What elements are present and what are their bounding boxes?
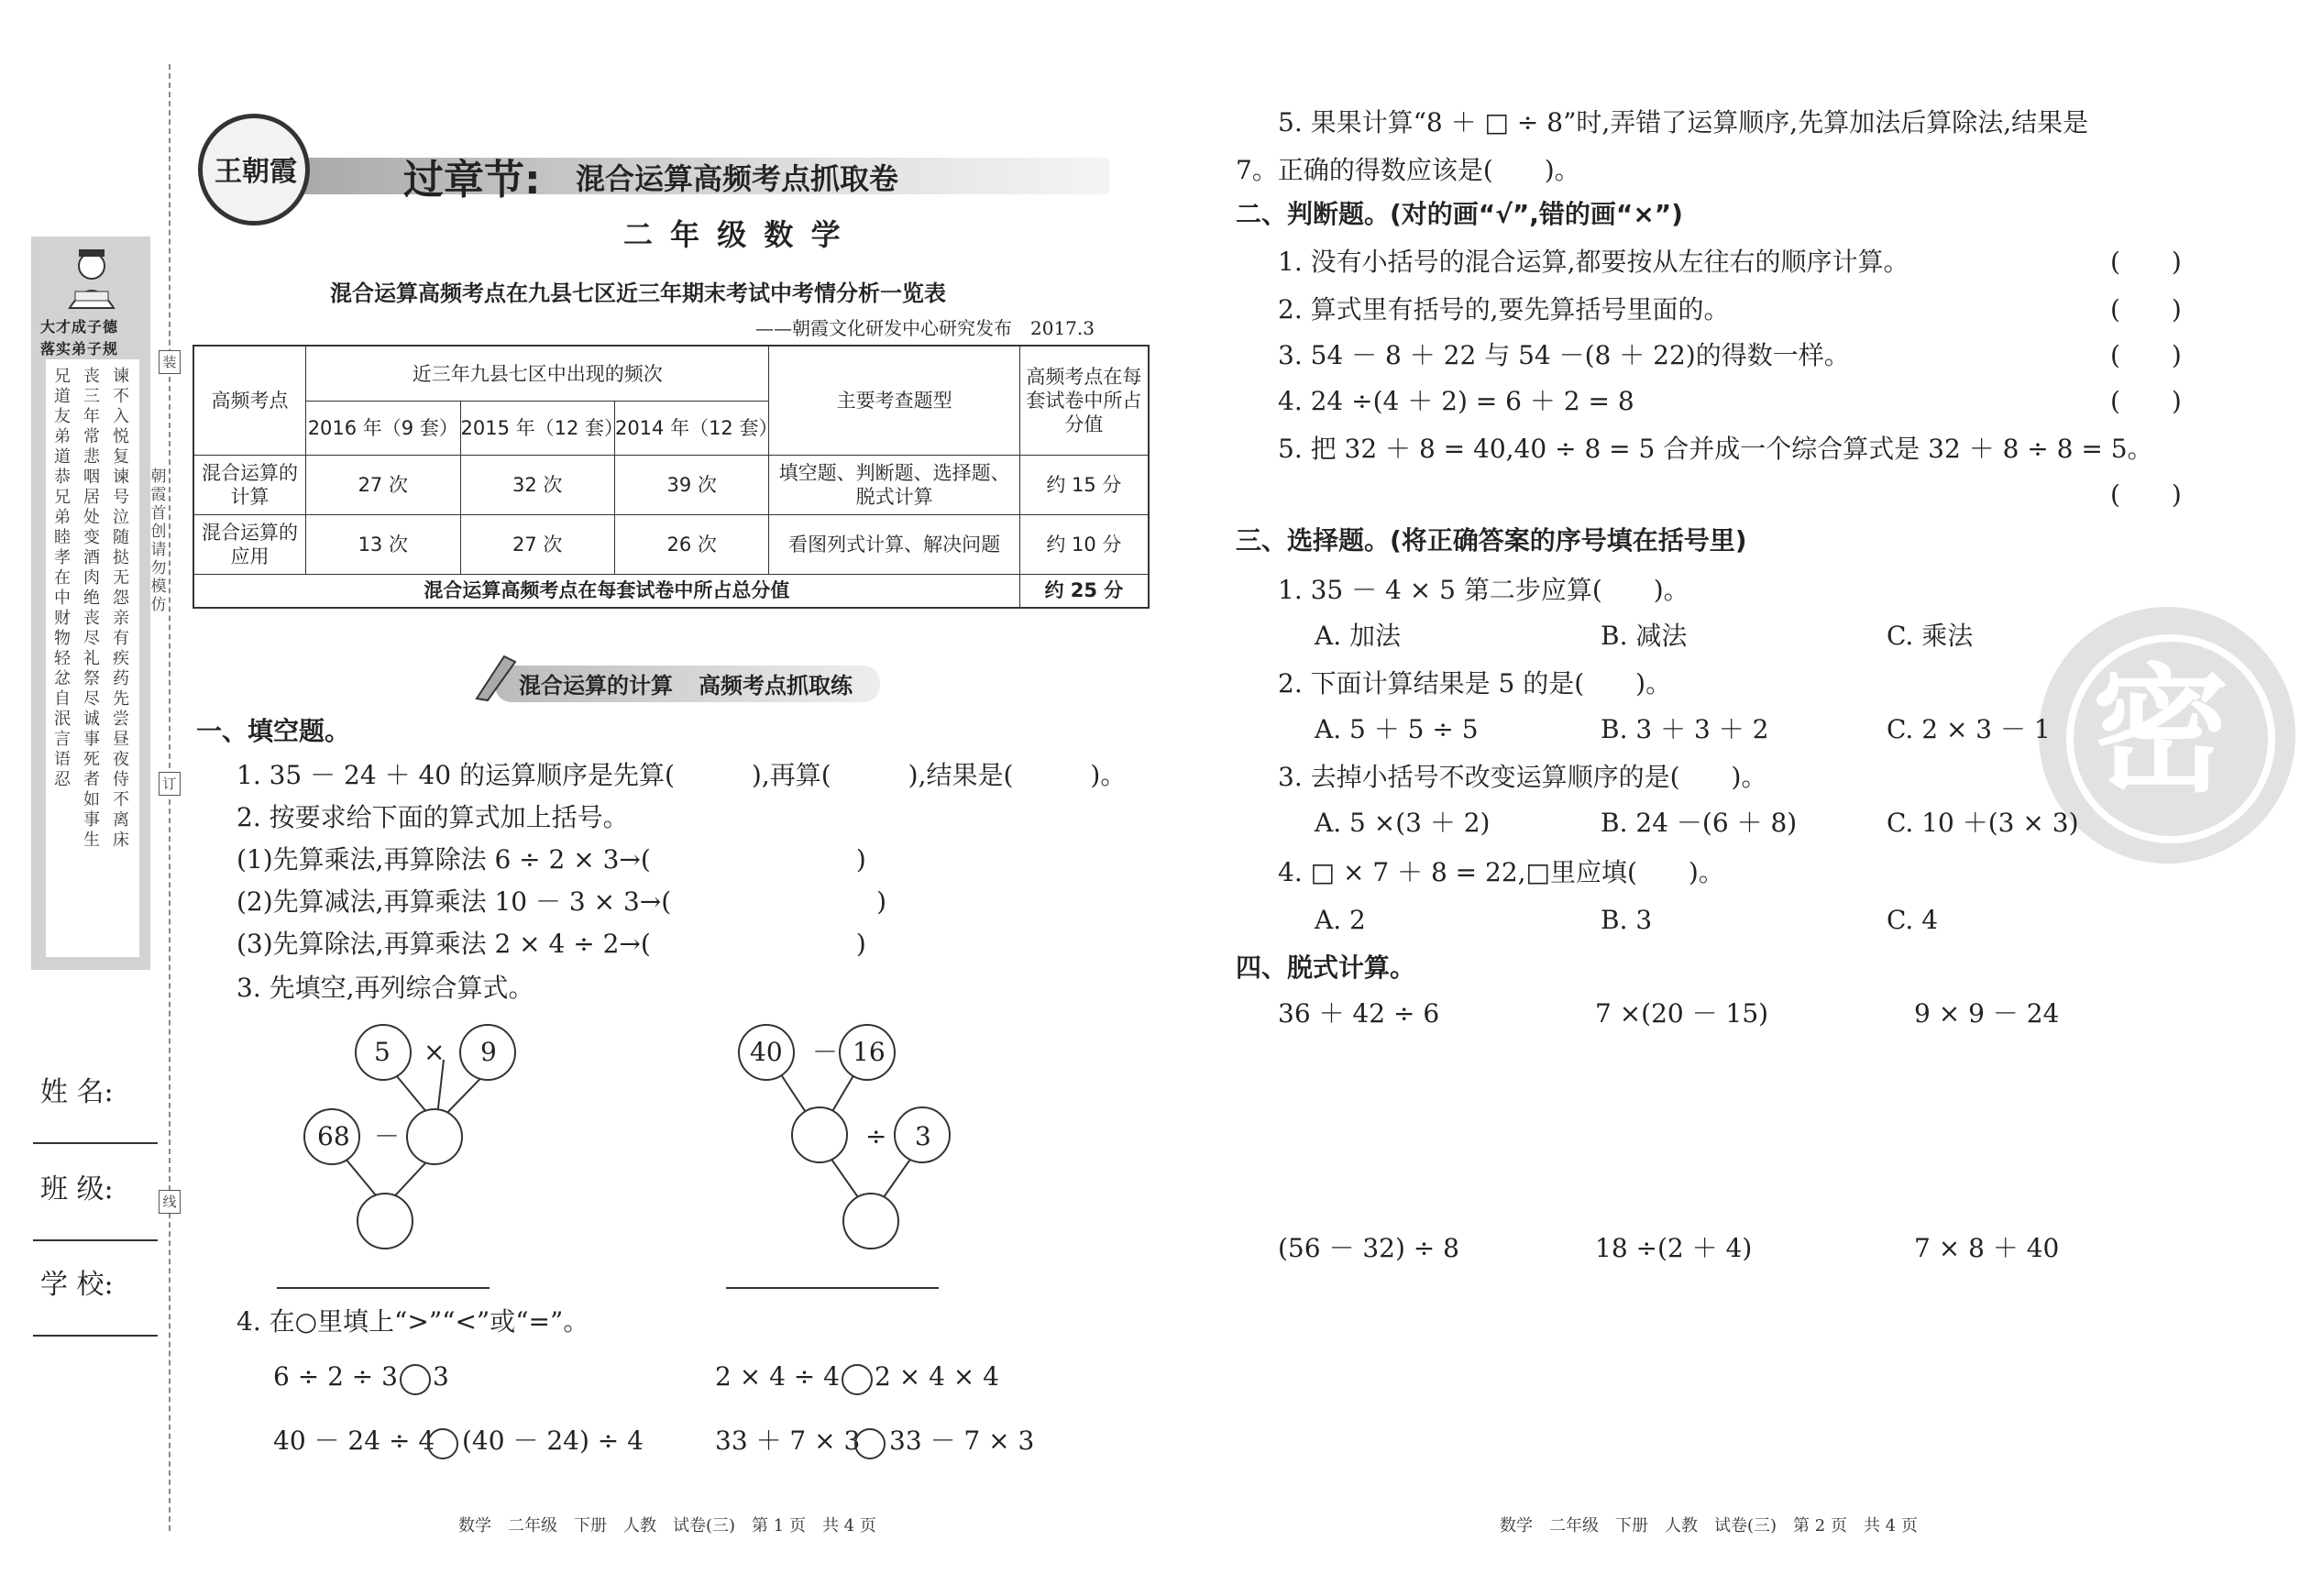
subject-title: 二 年 级 数 学 (623, 217, 844, 252)
th-point: 高频考点 (193, 346, 306, 456)
logo-text: 王朝霞 (215, 156, 297, 188)
table-source: ——朝霞文化研发中心研究发布 2017.3 (755, 317, 1095, 339)
analysis-table (193, 345, 1150, 609)
choice-3-c: C. 10 ＋(3 × 3) (1887, 808, 2079, 838)
section-fill-blank: 一、填空题。 (196, 716, 351, 746)
name-field-line[interactable] (33, 1142, 158, 1144)
judge-5-answer[interactable]: ( ) (2110, 479, 2182, 510)
apple1-b: 9 (480, 1037, 497, 1067)
apple1-op2: － (374, 1121, 401, 1151)
apple2-op1: － (812, 1037, 839, 1067)
question-3: 3. 先填空,再列综合算式。 (237, 973, 534, 1003)
brush-icon (469, 647, 524, 702)
question-1: 1. 35 － 24 ＋ 40 的运算顺序是先算( ),再算( ),结果是( )。 (237, 760, 1127, 790)
calc-2: 7 ×(20 － 15) (1595, 998, 1769, 1029)
choice-1: 1. 35 － 4 × 5 第二步应算( )。 (1278, 575, 1689, 605)
cell-y1: 13 次 (306, 515, 460, 575)
table-row (193, 515, 1149, 575)
cell-y3: 39 次 (614, 456, 768, 515)
answer-line-2[interactable] (726, 1287, 939, 1289)
page-footer-2: 数学 二年级 下册 人教 试卷(三) 第 2 页 共 4 页 (1500, 1516, 1918, 1535)
cell-score: 约 15 分 (1019, 456, 1149, 515)
compare-3-left: 40 － 24 ÷ 4 (273, 1425, 435, 1456)
calc-3: 9 × 9 － 24 (1914, 998, 2060, 1029)
compare-circle-4[interactable] (854, 1428, 886, 1459)
judge-2: 2. 算式里有括号的,要先算括号里面的。 (1278, 294, 1730, 325)
compare-2-left: 2 × 4 ÷ 4 (715, 1361, 840, 1392)
motto-column-2: 丧三年常悲咽居处变酒肉绝丧尽礼祭尽诚事死者如事生 (83, 367, 100, 850)
choice-2-b: B. 3 ＋ 3 ＋ 2 (1601, 714, 1769, 744)
section-judge: 二、判断题。(对的画“√”,错的画“×”) (1236, 199, 1683, 229)
choice-4-c: C. 4 (1887, 905, 1939, 935)
motto-column-1: 兄道友弟道恭兄弟睦孝在中财物轻忿自泯言语忍 (54, 367, 71, 789)
apple2-c: 3 (915, 1121, 931, 1151)
th-year-2015: 2015 年（12 套） (460, 402, 614, 456)
paper-title: 混合运算高频考点抓取卷 (576, 161, 899, 196)
binding-mark-2: 订 (159, 772, 181, 796)
binding-mark-3: 线 (159, 1190, 181, 1214)
th-frequency: 近三年九县七区中出现的频次 (306, 346, 769, 402)
class-field-line[interactable] (33, 1239, 158, 1241)
question-2-2: (2)先算减法,再算乘法 10 － 3 × 3→( ) (237, 886, 887, 917)
total-value: 约 25 分 (1019, 574, 1149, 608)
calc-5: 18 ÷(2 ＋ 4) (1595, 1233, 1753, 1263)
choice-1-b: B. 减法 (1601, 621, 1688, 651)
section-banner-main: 混合运算的计算 (519, 673, 673, 699)
judge-4: 4. 24 ÷(4 ＋ 2) = 6 ＋ 2 = 8 (1278, 386, 1634, 416)
apple2-op2: ÷ (865, 1121, 887, 1151)
section-banner-sub: 高频考点抓取练 (699, 672, 853, 699)
compare-circle-2[interactable] (842, 1364, 873, 1395)
judge-3: 3. 54 － 8 ＋ 22 与 54 －(8 ＋ 22)的得数一样。 (1278, 340, 1850, 370)
cell-point: 混合运算的计算 (193, 456, 306, 515)
apple1-a: 5 (374, 1037, 391, 1067)
choice-3: 3. 去掉小括号不改变运算顺序的是( )。 (1278, 762, 1767, 792)
table-title: 混合运算高频考点在九县七区近三年期末考试中考情分析一览表 (330, 281, 946, 306)
compare-3-right: (40 － 24) ÷ 4 (462, 1425, 644, 1456)
answer-line-1[interactable] (277, 1287, 490, 1289)
apple-node (843, 1194, 898, 1249)
scholar-illustration (57, 246, 127, 310)
compare-1-left: 6 ÷ 2 ÷ 3 (273, 1361, 398, 1392)
copyright-vertical: 朝霞首创 请勿模仿 (150, 468, 167, 614)
question-2: 2. 按要求给下面的算式加上括号。 (237, 802, 629, 832)
th-year-2014: 2014 年（12 套） (614, 402, 768, 456)
th-score: 高频考点在每套试卷中所占分值 (1019, 346, 1149, 456)
question-4: 4. 在○里填上“>”“<”或“=”。 (237, 1306, 589, 1337)
apple-node (792, 1107, 847, 1162)
question-2-3: (3)先算除法,再算乘法 2 × 4 ÷ 2→( ) (237, 929, 866, 959)
compare-circle-1[interactable] (400, 1364, 431, 1395)
judge-2-answer[interactable]: ( ) (2110, 294, 2182, 325)
motto-heading-1: 大才成子德 (40, 318, 119, 336)
section-choice: 三、选择题。(将正确答案的序号填在括号里) (1236, 525, 1747, 556)
calc-6: 7 × 8 ＋ 40 (1914, 1233, 2060, 1263)
cell-type: 看图列式计算、解决问题 (769, 515, 1019, 575)
compare-circle-3[interactable] (427, 1428, 458, 1459)
total-label: 混合运算高频考点在每套试卷中所占总分值 (193, 574, 1019, 608)
cell-y3: 26 次 (614, 515, 768, 575)
compare-2-right: 2 × 4 × 4 (875, 1361, 999, 1392)
choice-1-c: C. 乘法 (1887, 621, 1974, 651)
choice-3-b: B. 24 －(6 ＋ 8) (1601, 808, 1798, 838)
cell-y2: 27 次 (460, 515, 614, 575)
choice-2-a: A. 5 ＋ 5 ÷ 5 (1315, 714, 1479, 744)
name-label: 姓 名: (40, 1076, 114, 1108)
binding-line (169, 64, 171, 1531)
judge-3-answer[interactable]: ( ) (2110, 340, 2182, 370)
question-5-line-2: 7。正确的得数应该是( )。 (1236, 155, 1580, 185)
cell-point: 混合运算的应用 (193, 515, 306, 575)
compare-4-left: 33 ＋ 7 × 3 (715, 1425, 861, 1456)
compare-4-right: 33 － 7 × 3 (889, 1425, 1035, 1456)
choice-2: 2. 下面计算结果是 5 的是( )。 (1278, 668, 1672, 699)
class-label: 班 级: (40, 1173, 114, 1205)
cell-y2: 32 次 (460, 456, 614, 515)
table-total-row (193, 574, 1149, 608)
binding-mark-1: 装 (159, 350, 181, 374)
apple1-op1: × (424, 1037, 446, 1067)
table-row (193, 456, 1149, 515)
cell-score: 约 10 分 (1019, 515, 1149, 575)
judge-1-answer[interactable]: ( ) (2110, 247, 2182, 277)
choice-1-a: A. 加法 (1315, 621, 1402, 651)
th-question-type: 主要考查题型 (769, 346, 1019, 456)
choice-4: 4. □ × 7 ＋ 8 = 22,□里应填( )。 (1278, 857, 1724, 887)
question-5-line-1: 5. 果果计算“8 ＋ □ ÷ 8”时,弄错了运算顺序,先算加法后算除法,结果是 (1278, 107, 2089, 138)
page-footer-1: 数学 二年级 下册 人教 试卷(三) 第 1 页 共 4 页 (458, 1516, 876, 1535)
school-field-line[interactable] (33, 1335, 158, 1337)
apple1-c: 68 (317, 1121, 350, 1151)
choice-4-b: B. 3 (1601, 905, 1653, 935)
chapter-title: 过章节: (403, 157, 541, 204)
apple-node (407, 1109, 462, 1164)
school-label: 学 校: (40, 1269, 114, 1301)
judge-4-answer[interactable]: ( ) (2110, 386, 2182, 416)
cell-y1: 27 次 (306, 456, 460, 515)
section-calculation: 四、脱式计算。 (1236, 952, 1416, 983)
calc-1: 36 ＋ 42 ÷ 6 (1278, 998, 1440, 1029)
choice-3-a: A. 5 ×(3 ＋ 2) (1315, 808, 1491, 838)
th-year-2016: 2016 年（9 套） (306, 402, 460, 456)
stamp-text: 密 (2092, 650, 2230, 811)
apple2-a: 40 (750, 1037, 783, 1067)
judge-1: 1. 没有小括号的混合运算,都要按从左往右的顺序计算。 (1278, 247, 1909, 277)
question-2-1: (1)先算乘法,再算除法 6 ÷ 2 × 3→( ) (237, 844, 866, 875)
motto-column-3: 谏不入悦复谏号泣随挞无怨亲有疾药先尝昼夜侍不离床 (113, 367, 129, 850)
cell-type: 填空题、判断题、选择题、脱式计算 (769, 456, 1019, 515)
motto-heading-2: 落实弟子规 (40, 340, 119, 358)
calc-4: (56 － 32) ÷ 8 (1278, 1233, 1459, 1263)
judge-5: 5. 把 32 ＋ 8 = 40,40 ÷ 8 = 5 合并成一个综合算式是 32 ＋ 8 ÷ 8 = 5。 (1278, 434, 2153, 464)
apple-node (358, 1194, 413, 1249)
choice-4-a: A. 2 (1315, 905, 1366, 935)
choice-2-c: C. 2 × 3 － 1 (1887, 714, 2051, 744)
apple2-b: 16 (853, 1037, 886, 1067)
compare-1-right: 3 (433, 1361, 449, 1392)
